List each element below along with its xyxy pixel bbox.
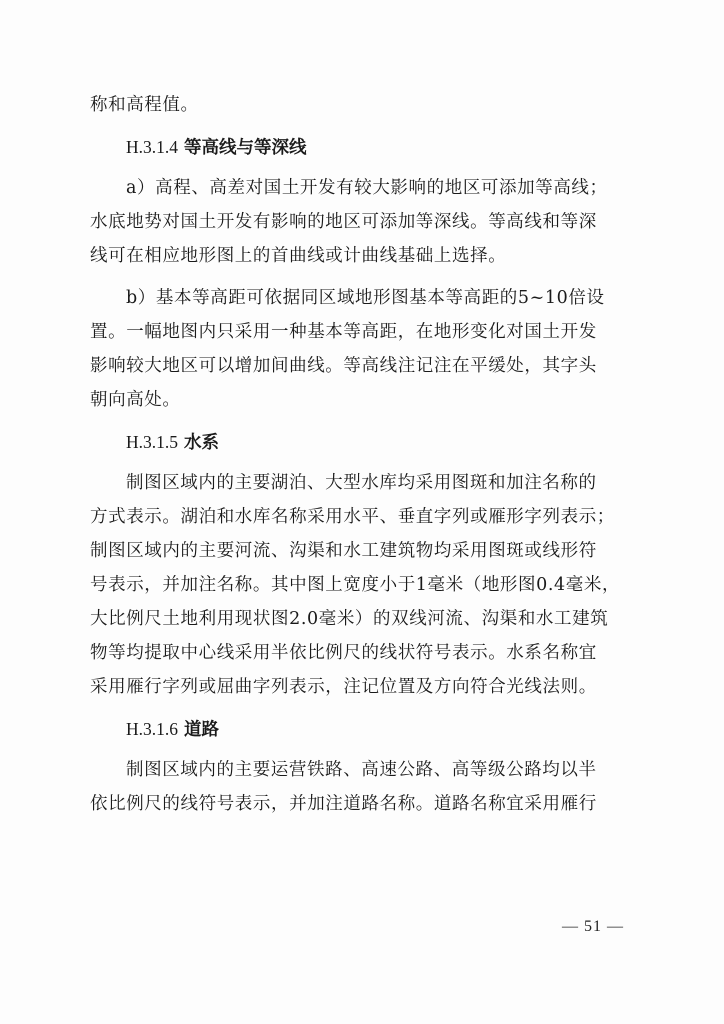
text-line: 采用雁行字列或屈曲字列表示，注记位置及方向符合光线法则。 bbox=[90, 677, 597, 697]
section-title: 水系 bbox=[184, 433, 220, 453]
section-heading-h3-1-6 bbox=[90, 712, 630, 747]
text-line: 影响较大地区可以增加间曲线。等高线注记注在平缓处，其字头 bbox=[90, 356, 597, 376]
page-content bbox=[90, 88, 630, 821]
page-number: — 51 — bbox=[562, 918, 624, 935]
text-line: a）高程、高差对国土开发有较大影响的地区可添加等高线； bbox=[126, 178, 608, 198]
paragraph-roads bbox=[90, 753, 630, 821]
text-line: 制图区域内的主要河流、沟渠和水工建筑物均采用图斑或线形符 bbox=[90, 541, 597, 561]
section-title: 等高线与等深线 bbox=[184, 138, 307, 158]
text-line: 方式表示。湖泊和水库名称采用水平、垂直字列或雁形字列表示； bbox=[90, 507, 615, 527]
text-line: 线可在相应地形图上的首曲线或计曲线基础上选择。 bbox=[90, 246, 507, 266]
text-line: b）基本等高距可依据同区域地形图基本等高距的5~10倍设 bbox=[126, 288, 605, 308]
section-heading-h3-1-4 bbox=[90, 130, 630, 165]
paragraph-water-system bbox=[90, 466, 630, 704]
text-line: 水底地势对国土开发有影响的地区可添加等深线。等高线和等深 bbox=[90, 212, 597, 232]
section-number: H.3.1.6 bbox=[126, 719, 179, 739]
text-line: 朝向高处。 bbox=[90, 390, 181, 410]
text-line: 大比例尺土地利用现状图2.0毫米）的双线河流、沟渠和水工建筑 bbox=[90, 609, 609, 629]
section-number: H.3.1.5 bbox=[126, 432, 179, 452]
text-line: 号表示，并加注名称。其中图上宽度小于1毫米（地形图0.4毫米， bbox=[90, 575, 621, 595]
text-line: 制图区域内的主要运营铁路、高速公路、高等级公路均以半 bbox=[126, 760, 597, 780]
paragraph-b bbox=[90, 281, 630, 417]
section-heading-h3-1-5 bbox=[90, 425, 630, 460]
text-line: 依比例尺的线符号表示，并加注道路名称。道路名称宜采用雁行 bbox=[90, 794, 597, 814]
text-line: 称和高程值。 bbox=[90, 95, 199, 115]
text-line: 制图区域内的主要湖泊、大型水库均采用图斑和加注名称的 bbox=[126, 473, 597, 493]
paragraph-a bbox=[90, 171, 630, 273]
text-line: 置。一幅地图内只采用一种基本等高距，在地形变化对国土开发 bbox=[90, 322, 597, 342]
section-title: 道路 bbox=[184, 720, 220, 740]
section-number: H.3.1.4 bbox=[126, 137, 179, 157]
text-line: 物等均提取中心线采用半依比例尺的线状符号表示。水系名称宜 bbox=[90, 643, 597, 663]
